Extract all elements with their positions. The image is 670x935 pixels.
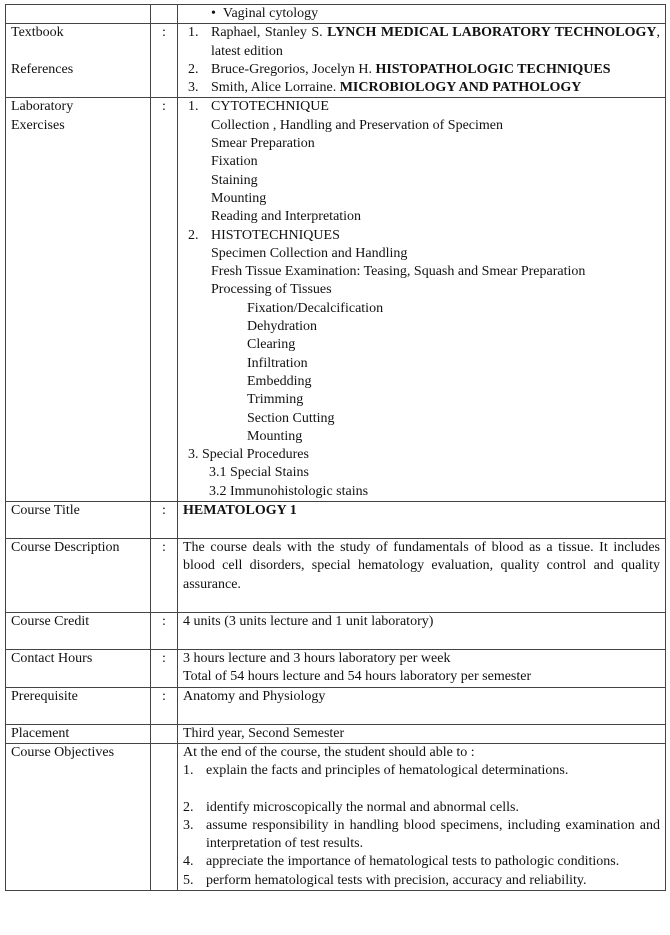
course-credit: 4 units (3 units lecture and 1 unit laboratory) <box>178 613 666 650</box>
list-item: Fixation <box>211 154 258 170</box>
row-label-course-title: Course Title <box>6 502 151 539</box>
section-heading: 1. CYTOTECHNIQUE <box>188 99 329 115</box>
list-item: Infiltration <box>247 355 308 371</box>
list-item: Reading and Interpretation <box>211 209 362 225</box>
row-label-prerequisite: Prerequisite <box>6 687 151 724</box>
list-item: Fixation/Decalcification <box>247 300 384 316</box>
label-cell <box>6 5 151 24</box>
reference-item: 1. Raphael, Stanley S. LYNCH MEDICAL LABORATORY TECHNOLOGY, latest edition <box>188 25 660 59</box>
list-item: Smear Preparation <box>211 136 315 152</box>
course-title: HEMATOLOGY 1 <box>183 503 297 519</box>
table-row <box>6 5 666 24</box>
objective-item: 1. explain the facts and principles of hematological determinations. <box>183 763 569 779</box>
table-row <box>6 650 666 688</box>
list-item: Processing of Tissues <box>211 282 332 298</box>
row-label-course-description: Course Description <box>6 539 151 613</box>
row-label-textbook: Textbook <box>11 25 64 41</box>
list-item: Clearing <box>247 337 296 353</box>
list-item: Collection , Handling and Preservation of Specimen <box>211 117 503 133</box>
table-row <box>6 613 666 650</box>
table-row <box>6 502 666 539</box>
course-description: The course deals with the study of fundamentals of blood as a tissue. It includes blood cell disorders, special hematology evaluation, quality control and quality assurance. <box>183 540 660 592</box>
colon: : <box>151 539 178 613</box>
contact-hours-line: Total of 54 hours lecture and 54 hours laboratory per semester <box>183 669 532 685</box>
list-item: Section Cutting <box>247 410 335 426</box>
table-row <box>6 743 666 890</box>
objective-item: 5. perform hematological tests with precision, accuracy and reliability. <box>183 872 587 888</box>
list-item: 3.1 Special Stains <box>209 465 309 481</box>
row-label-laboratory: Laboratory <box>11 99 74 115</box>
section-heading: 3. Special Procedures <box>188 447 309 463</box>
table-row <box>6 98 666 502</box>
objective-item: 4. appreciate the importance of hematological tests to pathologic conditions. <box>183 854 620 870</box>
list-item: Mounting <box>211 190 267 206</box>
table-row <box>6 724 666 743</box>
contact-hours-line: 3 hours lecture and 3 hours laboratory per week <box>183 651 451 667</box>
list-item: Specimen Collection and Handling <box>211 245 408 261</box>
row-label-references: References <box>11 61 74 77</box>
list-item: 3.2 Immunohistologic stains <box>209 483 369 499</box>
objective-item: 2. identify microscopically the normal and abnormal cells. <box>183 799 519 815</box>
row-label-placement: Placement <box>6 724 151 743</box>
colon <box>151 724 178 743</box>
table-row <box>6 539 666 613</box>
section-heading: 2. HISTOTECHNIQUES <box>188 227 340 243</box>
list-item: Fresh Tissue Examination: Teasing, Squash and Smear Preparation <box>211 264 586 280</box>
list-item: • Vaginal cytology <box>211 6 319 21</box>
objective-item: 3. assume responsibility in handling blood specimens, including examination and interpretation of test results. <box>183 817 660 852</box>
list-item: Trimming <box>247 392 304 408</box>
colon: : <box>151 24 178 98</box>
prerequisite-value: Anatomy and Physiology <box>178 687 666 724</box>
list-item: Staining <box>211 172 258 188</box>
syllabus-table <box>5 4 666 891</box>
colon: : <box>151 98 178 502</box>
row-label-course-objectives: Course Objectives <box>6 743 151 890</box>
table-row <box>6 24 666 98</box>
colon: : <box>151 650 178 688</box>
list-item: Mounting <box>247 428 303 444</box>
reference-item: 3. Smith, Alice Lorraine. MICROBIOLOGY AND PATHOLOGY <box>188 80 582 96</box>
list-item: Embedding <box>247 373 312 389</box>
table-row <box>6 687 666 724</box>
list-item: Dehydration <box>247 319 317 335</box>
reference-item: 2. Bruce-Gregorios, Jocelyn H. HISTOPATHOLOGIC TECHNIQUES <box>188 61 611 77</box>
row-label-contact-hours: Contact Hours <box>6 650 151 688</box>
placement-value: Third year, Second Semester <box>178 724 666 743</box>
colon: : <box>151 687 178 724</box>
colon: : <box>151 613 178 650</box>
colon: : <box>151 502 178 539</box>
row-label-course-credit: Course Credit <box>6 613 151 650</box>
objectives-intro: At the end of the course, the student should able to : <box>183 744 475 760</box>
row-label-exercises: Exercises <box>11 117 65 133</box>
